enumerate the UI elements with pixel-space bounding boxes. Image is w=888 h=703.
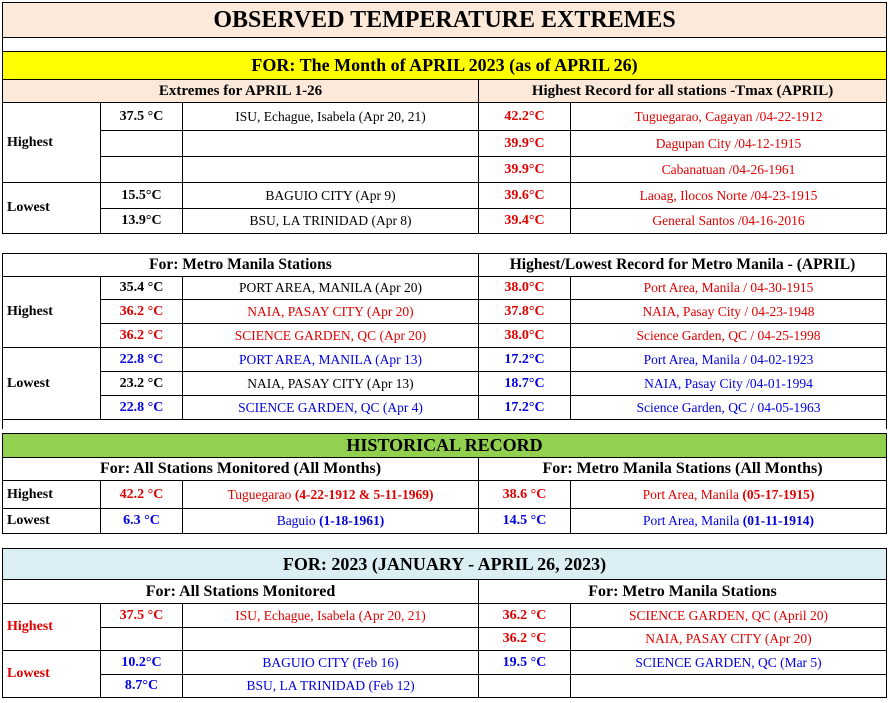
table-cell: 37.8°C [479, 300, 571, 324]
table-cell [183, 157, 479, 183]
table-cell: NAIA, PASAY CITY (Apr 13) [183, 372, 479, 396]
table-cell [479, 675, 571, 698]
table-cell: PORT AREA, MANILA (Apr 20) [183, 277, 479, 300]
table-cell [183, 509, 479, 534]
historical-record-table [2, 433, 887, 534]
year-left-header: For: All Stations Monitored [3, 580, 479, 604]
table-cell: 38.0°C [479, 324, 571, 348]
table-cell [101, 628, 183, 651]
metro-manila-table [2, 253, 887, 429]
table-cell: Cabanatuan /04-26-1961 [571, 157, 887, 183]
table-cell: 39.9°C [479, 157, 571, 183]
table-cell [183, 131, 479, 157]
table-cell: 19.5 °C [479, 651, 571, 675]
table-cell: 37.5 °C [101, 604, 183, 628]
table-cell: 42.2°C [479, 103, 571, 131]
table-cell: PORT AREA, MANILA (Apr 13) [183, 348, 479, 372]
table-cell: Laoag, Ilocos Norte /04-23-1915 [571, 183, 887, 209]
table-cell: 36.2 °C [479, 628, 571, 651]
section1-left-header: Extremes for APRIL 1-26 [3, 80, 479, 103]
section2-left-header: For: Metro Manila Stations [3, 254, 479, 277]
table-cell: 10.2°C [101, 651, 183, 675]
table-cell: SCIENCE GARDEN, QC (Mar 5) [571, 651, 887, 675]
station-name: Port Area, Manila [642, 486, 740, 502]
record-date: (05-17-1915) [742, 486, 815, 502]
table-cell: 8.7°C [101, 675, 183, 698]
historical-banner: HISTORICAL RECORD [3, 434, 887, 458]
section2-right-header: Highest/Lowest Record for Metro Manila - (APRIL) [479, 254, 887, 277]
table-cell: 35.4 °C [101, 277, 183, 300]
table-cell: 42.2 °C [101, 481, 183, 509]
table-cell [571, 481, 887, 509]
table-cell: NAIA, PASAY CITY (Apr 20) [571, 628, 887, 651]
table-cell: 13.9°C [101, 209, 183, 234]
table-cell: Science Garden, QC / 04-25-1998 [571, 324, 887, 348]
table-cell: Port Area, Manila / 04-30-1915 [571, 277, 887, 300]
month-banner: FOR: The Month of APRIL 2023 (as of APRIL 26) [3, 52, 887, 80]
table-cell: 18.7°C [479, 372, 571, 396]
table-cell: 38.0°C [479, 277, 571, 300]
table-cell: 39.9°C [479, 131, 571, 157]
table-cell [183, 628, 479, 651]
page-title: OBSERVED TEMPERATURE EXTREMES [3, 3, 887, 38]
table-cell: SCIENCE GARDEN, QC (Apr 20) [183, 324, 479, 348]
table-cell [571, 509, 887, 534]
year-right-header: For: Metro Manila Stations [479, 580, 887, 604]
historical-left-header: For: All Stations Monitored (All Months) [3, 458, 479, 481]
table-cell: General Santos /04-16-2016 [571, 209, 887, 234]
highest-label: Highest [3, 103, 101, 183]
table-cell: BAGUIO CITY (Feb 16) [183, 651, 479, 675]
table-cell: 37.5 °C [101, 103, 183, 131]
section1-right-header: Highest Record for all stations -Tmax (APRIL) [479, 80, 887, 103]
record-date: (1-18-1961) [319, 513, 385, 528]
lowest-label: Lowest [3, 348, 101, 420]
table-cell [183, 481, 479, 509]
historical-right-header: For: Metro Manila Stations (All Months) [479, 458, 887, 481]
table-cell: NAIA, PASAY CITY (Apr 20) [183, 300, 479, 324]
table-cell: Port Area, Manila / 04-02-1923 [571, 348, 887, 372]
table-cell: NAIA, Pasay City / 04-23-1948 [571, 300, 887, 324]
table-cell: Tuguegarao, Cagayan /04-22-1912 [571, 103, 887, 131]
highest-label: Highest [3, 277, 101, 348]
table-cell: 39.4°C [479, 209, 571, 234]
table-cell: ISU, Echague, Isabela (Apr 20, 21) [183, 103, 479, 131]
table-cell: 14.5 °C [479, 509, 571, 534]
table-cell: 17.2°C [479, 396, 571, 420]
title-table [2, 2, 887, 234]
table-cell: 36.2 °C [101, 300, 183, 324]
table-cell: BSU, LA TRINIDAD (Apr 8) [183, 209, 479, 234]
table-cell: SCIENCE GARDEN, QC (April 20) [571, 604, 887, 628]
station-name: Tuguegarao [227, 486, 292, 502]
table-cell: 22.8 °C [101, 396, 183, 420]
table-cell: BAGUIO CITY (Apr 9) [183, 183, 479, 209]
table-cell: 39.6°C [479, 183, 571, 209]
station-name: Baguio [276, 513, 316, 528]
table-cell: SCIENCE GARDEN, QC (Apr 4) [183, 396, 479, 420]
table-cell: 22.8 °C [101, 348, 183, 372]
year-2023-banner: FOR: 2023 (JANUARY - APRIL 26, 2023) [3, 549, 887, 580]
record-date: (4-22-1912 & 5-11-1969) [294, 486, 434, 502]
lowest-label: Lowest [3, 651, 101, 698]
record-date: (01-11-1914) [742, 513, 815, 528]
table-cell [101, 157, 183, 183]
lowest-label: Lowest [3, 183, 101, 234]
table-cell: NAIA, Pasay City /04-01-1994 [571, 372, 887, 396]
table-cell: Science Garden, QC / 04-05-1963 [571, 396, 887, 420]
table-cell: 15.5°C [101, 183, 183, 209]
table-cell: BSU, LA TRINIDAD (Feb 12) [183, 675, 479, 698]
table-cell: 38.6 °C [479, 481, 571, 509]
year-2023-table [2, 548, 887, 698]
table-cell: 36.2 °C [479, 604, 571, 628]
table-cell [101, 131, 183, 157]
table-cell: ISU, Echague, Isabela (Apr 20, 21) [183, 604, 479, 628]
table-cell: Dagupan City /04-12-1915 [571, 131, 887, 157]
table-cell: 17.2°C [479, 348, 571, 372]
table-cell: 6.3 °C [101, 509, 183, 534]
highest-label: Highest [3, 481, 101, 509]
lowest-label: Lowest [3, 509, 101, 534]
table-cell: 36.2 °C [101, 324, 183, 348]
table-cell: 23.2 °C [101, 372, 183, 396]
highest-label: Highest [3, 604, 101, 651]
station-name: Port Area, Manila [643, 513, 740, 528]
table-cell [571, 675, 887, 698]
